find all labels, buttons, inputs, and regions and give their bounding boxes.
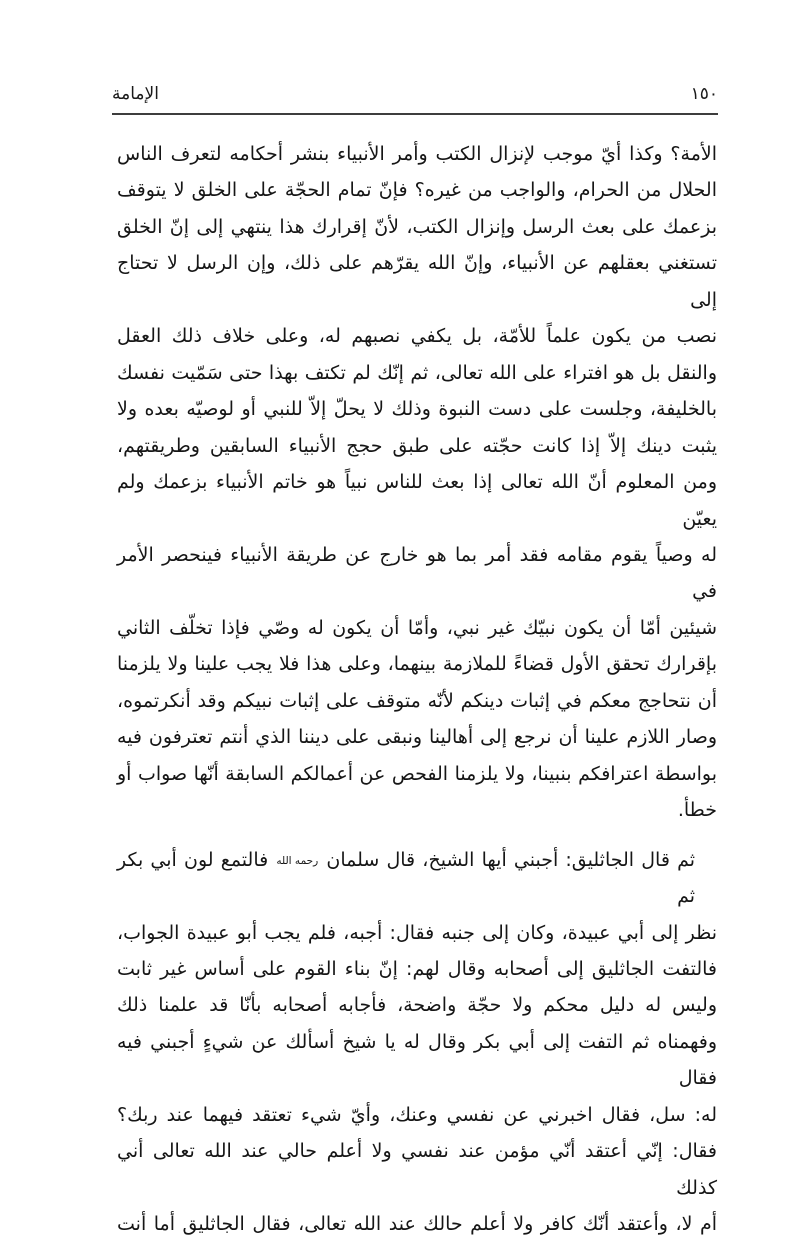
- text-line: والنقل بل هو افتراء على الله تعالى، ثم إنّك لم تكتف بهذا حتى سَمّيت نفسك: [117, 361, 717, 384]
- text-line: نصب من يكون علماً للأمّة، بل يكفي نصبهم له، وعلى خلاف ذلك العقل: [117, 325, 717, 348]
- page-title: الإمامة: [112, 84, 159, 104]
- honorific-mark: رحمه الله: [276, 854, 319, 867]
- book-page: [0, 84, 803, 1236]
- text-line: فقال: إنّي أعتقد أنّي مؤمن عند نفسي ولا أعلم حالي عند الله تعالى أني كذلك: [117, 1140, 717, 1199]
- text-segment: فالتمع لون أبي بكر ثم: [117, 848, 695, 908]
- text-line: له وصياً يقوم مقامه فقد أمر بما هو خارج عن طريقة الأنبياء فينحصر الأمر في: [117, 543, 717, 603]
- text-line: له: سل، فقال اخبرني عن نفسي وعنك، وأيّ شيء تعتقد فيهما عند ربك؟: [117, 1103, 717, 1126]
- text-line: بإقرارك تحقق الأول قضاءً للملازمة بينهما، وعلى هذا فلا يجب علينا ولا يلزمنا: [117, 653, 717, 676]
- text-line: بزعمك على بعث الرسل وإنزال الكتب، لأنّ إقرارك هذا ينتهي إلى إنّ الخلق: [117, 215, 717, 238]
- text-segment: ثم قال الجاثليق: أجبني أيها الشيخ، قال سلمان: [319, 848, 696, 871]
- text-line: يثبت دينك إلاّ إذا كانت حجّته على طبق حجج الأنبياء السابقين وطريقتهم،: [117, 434, 717, 457]
- text-line: ومن المعلوم أنّ الله تعالى إذا بعث للناس نبياً هو خاتم الأنبياء بزعمك ولم يعيّن: [117, 471, 717, 530]
- text-line: فالتفت الجاثليق إلى أصحابه وقال لهم: إنّ بناء القوم على أساس غير ثابت: [117, 957, 717, 980]
- paragraph-lines: [117, 915, 717, 1243]
- text-line: وفهمناه ثم التفت إلى أبي بكر وقال له يا شيخ أسألك عن شيءٍ أجبني فيه فقال: [117, 1030, 717, 1090]
- text-line: تستغني بعقلهم عن الأنبياء، وإنّ الله يقرّهم على ذلك، وإن الرسل لا تحتاج إلى: [117, 252, 717, 311]
- paragraph: [117, 136, 717, 829]
- text-line: بواسطة اعترافكم بنبينا، ولا يلزمنا الفحص عن أعمالكم السابقة أنّها صواب أو: [117, 762, 717, 785]
- text-line: أم لا، وأعتقد أنّك كافر ولا أعلم حالك عند الله تعالى، فقال الجاثليق أما أنت: [117, 1213, 717, 1236]
- paragraph: [117, 842, 717, 1243]
- page-number: ١٥٠: [690, 84, 718, 104]
- text-line: وليس له دليل محكم ولا حجّة واضحة، فأجابه أصحابه بأنّا قد علمنا ذلك: [117, 994, 717, 1017]
- text-line: وصار اللازم علينا أن نرجع إلى أهالينا ونبقى على ديننا الذي أنتم تعترفون فيه: [117, 726, 717, 749]
- text-line: شيئين أمّا أن يكون نبيّك غير نبي، وأمّا أن يكون له وصّي فإذا تخلّف الثاني: [117, 616, 717, 639]
- text-line: [117, 842, 717, 915]
- text-line: أن نتحاجج معكم في إثبات دينكم لأنّه متوقف على إثبات نبيكم وقد أنكرتموه،: [117, 689, 717, 712]
- page-header: [112, 84, 718, 115]
- text-line: الأمة؟ وكذا أيّ موجب لإنزال الكتب وأمر الأنبياء بنشر أحكامه لتعرف الناس: [117, 143, 717, 165]
- text-line: خطأ.: [677, 799, 717, 822]
- text-line: الحلال من الحرام، والواجب من غيره؟ فإنّ تمام الحجّة على الخلق لا يتوقف: [117, 179, 717, 202]
- page-body: [117, 136, 717, 1243]
- text-line: نظر إلى أبي عبيدة، وكان إلى جنبه فقال: أجبه، فلم يجب أبو عبيدة الجواب،: [117, 921, 717, 944]
- text-line: بالخليفة، وجلست على دست النبوة وذلك لا يحلّ إلاّ للنبي أو لوصيّه بعده ولا: [117, 398, 717, 421]
